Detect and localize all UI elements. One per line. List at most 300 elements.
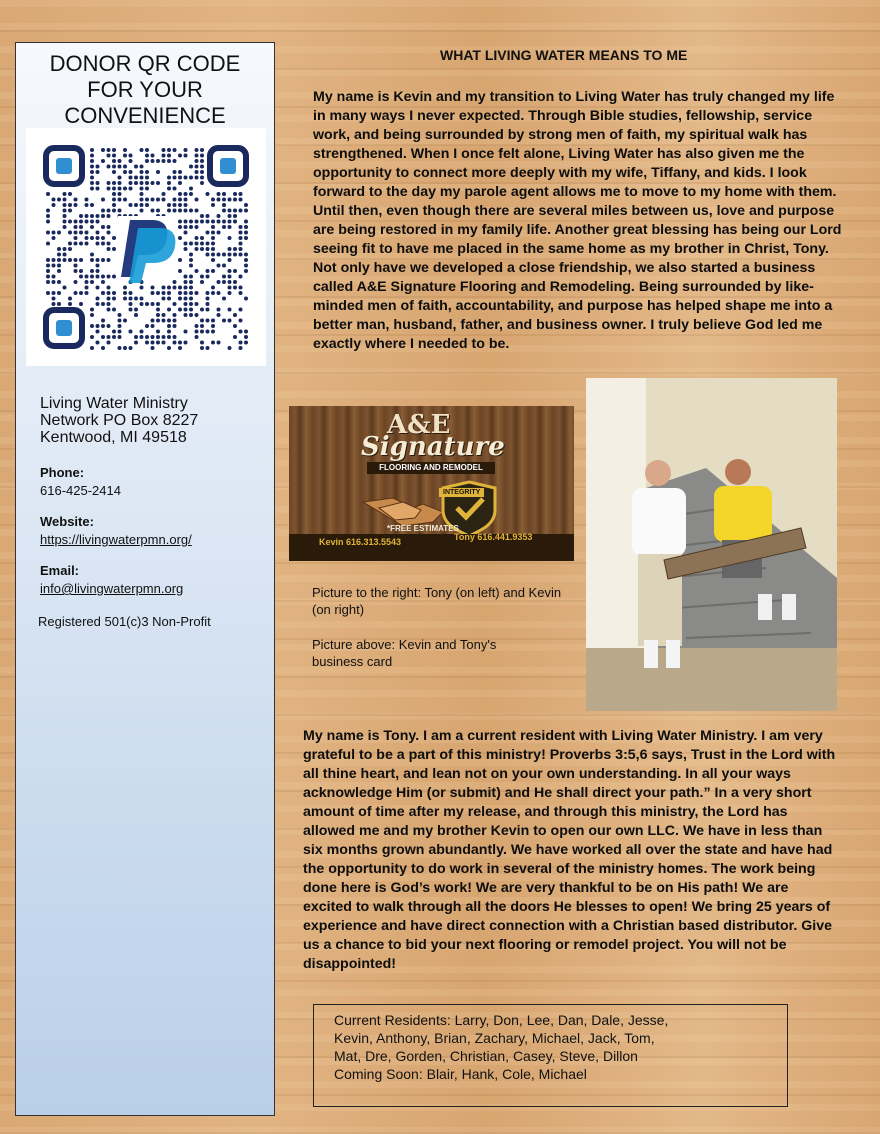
qr-module	[68, 209, 72, 213]
qr-module	[85, 214, 89, 218]
qr-code-image	[26, 128, 266, 366]
qr-module	[79, 291, 83, 295]
qr-module	[107, 181, 111, 185]
residents-line-4: Coming Soon: Blair, Hank, Cole, Michael	[334, 1066, 587, 1082]
qr-module	[129, 203, 133, 207]
qr-module	[134, 165, 138, 169]
qr-module	[184, 203, 188, 207]
qr-module	[211, 286, 215, 290]
qr-module	[156, 159, 160, 163]
qr-module	[96, 302, 100, 306]
qr-module	[211, 198, 215, 202]
qr-module	[195, 220, 199, 224]
qr-module	[217, 220, 221, 224]
qr-module	[112, 275, 116, 279]
qr-finder-top-right	[210, 148, 246, 184]
qr-module	[107, 242, 111, 246]
qr-module	[200, 181, 204, 185]
qr-module	[107, 308, 111, 312]
qr-module	[74, 280, 78, 284]
qr-module	[233, 335, 237, 339]
qr-module	[129, 154, 133, 158]
qr-module	[189, 187, 193, 191]
qr-module	[211, 236, 215, 240]
qr-module	[79, 214, 83, 218]
qr-module	[90, 275, 94, 279]
qr-module	[173, 159, 177, 163]
qr-module	[112, 308, 116, 312]
qr-module	[107, 247, 111, 251]
qr-module	[167, 297, 171, 301]
qr-module	[233, 253, 237, 257]
residents-line-2: Kevin, Anthony, Brian, Zachary, Michael, Jack, Tom,	[334, 1030, 655, 1046]
qr-module	[173, 302, 177, 306]
qr-module	[189, 291, 193, 295]
qr-module	[57, 258, 61, 262]
qr-module	[46, 269, 50, 273]
qr-module	[79, 242, 83, 246]
qr-module	[46, 264, 50, 268]
qr-module	[118, 176, 122, 180]
qr-module	[57, 269, 61, 273]
qr-module	[162, 335, 166, 339]
qr-module	[178, 203, 182, 207]
qr-module	[112, 154, 116, 158]
qr-module	[195, 291, 199, 295]
qr-module	[134, 181, 138, 185]
qr-module	[79, 269, 83, 273]
qr-module	[195, 269, 199, 273]
qr-module	[178, 198, 182, 202]
qr-module	[211, 330, 215, 334]
qr-module	[140, 203, 144, 207]
qr-module	[211, 319, 215, 323]
qr-module	[101, 242, 105, 246]
tony-kevin-photo	[586, 378, 837, 711]
qr-module	[156, 170, 160, 174]
qr-module	[211, 258, 215, 262]
caption-business-card: Picture above: Kevin and Tony's business card	[312, 637, 497, 669]
qr-module	[90, 313, 94, 317]
qr-module	[178, 258, 182, 262]
qr-module	[200, 242, 204, 246]
qr-module	[222, 225, 226, 229]
qr-module	[162, 198, 166, 202]
qr-module	[79, 275, 83, 279]
qr-module	[184, 313, 188, 317]
qr-module	[118, 335, 122, 339]
qr-module	[162, 148, 166, 152]
qr-module	[211, 203, 215, 207]
mailing-address	[40, 395, 198, 446]
qr-module	[217, 264, 221, 268]
qr-module	[90, 148, 94, 152]
qr-module	[145, 170, 149, 174]
qr-module	[233, 313, 237, 317]
qr-module	[112, 247, 116, 251]
qr-module	[129, 330, 133, 334]
qr-module	[217, 253, 221, 257]
qr-module	[228, 275, 232, 279]
qr-module	[217, 280, 221, 284]
qr-module	[184, 198, 188, 202]
qr-module	[134, 335, 138, 339]
qr-module	[184, 291, 188, 295]
qr-module	[222, 264, 226, 268]
qr-module	[112, 181, 116, 185]
qr-module	[112, 291, 116, 295]
qr-module	[151, 341, 155, 345]
qr-module	[101, 302, 105, 306]
qr-module	[145, 154, 149, 158]
qr-module	[189, 308, 193, 312]
qr-module	[46, 220, 50, 224]
qr-module	[140, 335, 144, 339]
qr-module	[206, 231, 210, 235]
qr-module	[52, 280, 56, 284]
qr-module	[244, 258, 248, 262]
qr-module	[239, 236, 243, 240]
qr-module	[129, 170, 133, 174]
qr-module	[112, 297, 116, 301]
qr-module	[101, 335, 105, 339]
qr-module	[79, 302, 83, 306]
residents-box	[313, 1004, 788, 1107]
qr-module	[96, 264, 100, 268]
qr-module	[123, 165, 127, 169]
qr-module	[156, 302, 160, 306]
qr-module	[112, 203, 116, 207]
qr-module	[123, 291, 127, 295]
qr-module	[244, 253, 248, 257]
qr-module	[217, 198, 221, 202]
qr-module	[217, 341, 221, 345]
donor-sidebar	[15, 42, 275, 1116]
qr-module	[112, 330, 116, 334]
qr-module	[96, 220, 100, 224]
qr-module	[79, 258, 83, 262]
qr-module	[184, 247, 188, 251]
qr-module	[68, 192, 72, 196]
qr-module	[184, 341, 188, 345]
phone-number: 616-425-2414	[40, 483, 121, 498]
qr-module	[184, 297, 188, 301]
address-line-2: Network PO Box 8227	[40, 412, 199, 429]
qr-module	[118, 324, 122, 328]
qr-module	[90, 324, 94, 328]
qr-module	[184, 225, 188, 229]
qr-module	[239, 291, 243, 295]
qr-module	[195, 236, 199, 240]
qr-module	[206, 247, 210, 251]
qr-module	[200, 308, 204, 312]
qr-title-line-3: CONVENIENCE	[64, 103, 226, 128]
qr-module	[96, 297, 100, 301]
qr-module	[239, 319, 243, 323]
qr-module	[239, 253, 243, 257]
website-link[interactable]: https://livingwaterpmn.org/	[40, 532, 192, 547]
qr-module	[228, 225, 232, 229]
qr-module	[140, 187, 144, 191]
qr-module	[195, 165, 199, 169]
qr-finder-bottom-left	[46, 310, 82, 346]
donor-qr-code[interactable]	[26, 128, 266, 366]
qr-module	[239, 341, 243, 345]
qr-module	[145, 159, 149, 163]
qr-module	[244, 209, 248, 213]
qr-module	[63, 253, 67, 257]
qr-module	[151, 198, 155, 202]
address-line-3: Kentwood, MI 49518	[40, 429, 187, 446]
qr-module	[195, 176, 199, 180]
qr-module	[112, 335, 116, 339]
qr-module	[228, 291, 232, 295]
qr-module	[206, 214, 210, 218]
qr-module	[134, 308, 138, 312]
qr-title-line-2: FOR YOUR	[87, 77, 203, 102]
qr-module	[211, 225, 215, 229]
qr-module	[195, 225, 199, 229]
qr-module	[46, 242, 50, 246]
qr-module	[52, 302, 56, 306]
qr-module	[101, 275, 105, 279]
qr-module	[101, 280, 105, 284]
qr-module	[200, 346, 204, 350]
qr-module	[206, 346, 210, 350]
qr-module	[156, 330, 160, 334]
qr-module	[162, 297, 166, 301]
qr-module	[228, 286, 232, 290]
qr-module	[107, 297, 111, 301]
qr-module	[178, 341, 182, 345]
qr-module	[52, 258, 56, 262]
qr-module	[206, 297, 210, 301]
email-link[interactable]: info@livingwaterpmn.org	[40, 581, 184, 596]
email-label: Email:	[40, 563, 80, 578]
qr-module	[90, 258, 94, 262]
qr-module	[200, 159, 204, 163]
qr-module	[211, 291, 215, 295]
qr-module	[173, 313, 177, 317]
qr-module	[46, 209, 50, 213]
qr-module	[173, 187, 177, 191]
qr-module	[200, 330, 204, 334]
qr-module	[145, 203, 149, 207]
card-tony-phone: Tony 616.441.9353	[454, 532, 533, 542]
qr-module	[85, 286, 89, 290]
qr-module	[112, 165, 116, 169]
qr-module	[195, 335, 199, 339]
qr-module	[74, 198, 78, 202]
qr-module	[173, 280, 177, 284]
qr-module	[52, 198, 56, 202]
qr-module	[200, 247, 204, 251]
qr-module	[184, 275, 188, 279]
qr-module	[239, 231, 243, 235]
qr-module	[178, 154, 182, 158]
qr-module	[173, 335, 177, 339]
qr-module	[189, 297, 193, 301]
qr-module	[96, 275, 100, 279]
qr-module	[217, 192, 221, 196]
qr-module	[107, 335, 111, 339]
qr-module	[200, 324, 204, 328]
qr-module	[90, 346, 94, 350]
qr-module	[118, 319, 122, 323]
qr-module	[107, 302, 111, 306]
qr-module	[189, 209, 193, 213]
qr-module	[129, 346, 133, 350]
qr-module	[173, 176, 177, 180]
qr-module	[85, 203, 89, 207]
qr-module	[140, 330, 144, 334]
qr-module	[123, 148, 127, 152]
qr-module	[200, 154, 204, 158]
qr-module	[156, 335, 160, 339]
qr-module	[101, 159, 105, 163]
qr-module	[184, 308, 188, 312]
qr-module	[101, 324, 105, 328]
qr-module	[63, 198, 67, 202]
qr-module	[162, 313, 166, 317]
qr-module	[206, 269, 210, 273]
qr-module	[206, 330, 210, 334]
qr-module	[206, 291, 210, 295]
qr-module	[68, 302, 72, 306]
qr-module	[244, 225, 248, 229]
qr-module	[239, 198, 243, 202]
qr-module	[244, 269, 248, 273]
page-title: WHAT LIVING WATER MEANS TO ME	[440, 47, 688, 63]
qr-module	[162, 286, 166, 290]
qr-module	[184, 192, 188, 196]
qr-module	[101, 319, 105, 323]
qr-module	[145, 198, 149, 202]
qr-module	[228, 308, 232, 312]
qr-module	[167, 176, 171, 180]
qr-module	[57, 264, 61, 268]
qr-module	[195, 170, 199, 174]
qr-module	[195, 313, 199, 317]
qr-module	[244, 220, 248, 224]
qr-module	[200, 275, 204, 279]
qr-module	[145, 341, 149, 345]
qr-module	[173, 341, 177, 345]
qr-module	[189, 253, 193, 257]
qr-module	[79, 225, 83, 229]
qr-module	[206, 192, 210, 196]
tony-story: My name is Tony. I am a current resident with Living Water Ministry. I am very grateful to be a part of this ministry! Proverbs 3:5,6 says, Trust in the Lord with all thine heart, and lean not on your own understanding. In all your ways acknowledge Him (or submit) and He shall direct your path.” In a very short amount of time after my release, and through this ministry, the Lord has allowed me and my brother Kevin to open our own LLC. We have in less than six months grown abundantly. We have worked all over the state and have had the opportunity to do work in several of the ministry homes. The work being done here is God’s work! We are very thankful to be on His path! We are excited to walk through all the doors He blesses to open! We bring 25 years of experience and have direct connection with a Christian based distributor. Give us a chance to bid your next flooring or remodel project. You will not be disappointed!	[303, 728, 836, 972]
qr-module	[85, 198, 89, 202]
nonprofit-status: Registered 501(c)3 Non-Profit	[38, 614, 211, 629]
qr-module	[162, 154, 166, 158]
qr-module	[189, 225, 193, 229]
qr-module	[211, 220, 215, 224]
qr-module	[63, 209, 67, 213]
qr-module	[90, 181, 94, 185]
qr-module	[178, 192, 182, 196]
qr-module	[90, 269, 94, 273]
qr-module	[200, 341, 204, 345]
qr-module	[134, 341, 138, 345]
qr-module	[90, 159, 94, 163]
qr-module	[228, 253, 232, 257]
qr-module	[167, 203, 171, 207]
qr-module	[107, 148, 111, 152]
qr-module	[184, 231, 188, 235]
qr-module	[90, 308, 94, 312]
qr-module	[189, 264, 193, 268]
qr-module	[244, 264, 248, 268]
card-brand-top: A&E	[387, 410, 451, 440]
qr-module	[195, 148, 199, 152]
qr-module	[112, 209, 116, 213]
qr-module	[57, 280, 61, 284]
qr-module	[217, 291, 221, 295]
qr-module	[96, 214, 100, 218]
qr-module	[123, 187, 127, 191]
qr-module	[228, 198, 232, 202]
qr-module	[101, 236, 105, 240]
qr-module	[123, 346, 127, 350]
qr-module	[63, 214, 67, 218]
qr-module	[178, 170, 182, 174]
qr-module	[211, 247, 215, 251]
qr-module	[140, 198, 144, 202]
qr-module	[57, 231, 61, 235]
qr-module	[90, 154, 94, 158]
qr-module	[134, 176, 138, 180]
qr-module	[101, 346, 105, 350]
qr-module	[184, 302, 188, 306]
qr-module	[46, 275, 50, 279]
qr-module	[129, 297, 133, 301]
qr-module	[195, 209, 199, 213]
qr-module	[63, 225, 67, 229]
qr-module	[162, 291, 166, 295]
qr-module	[189, 192, 193, 196]
qr-module	[151, 319, 155, 323]
qr-module	[52, 231, 56, 235]
qr-module	[211, 253, 215, 257]
qr-module	[123, 319, 127, 323]
qr-module	[222, 275, 226, 279]
qr-module	[112, 236, 116, 240]
qr-module	[239, 330, 243, 334]
qr-module	[140, 148, 144, 152]
qr-module	[85, 220, 89, 224]
qr-module	[206, 308, 210, 312]
qr-module	[228, 258, 232, 262]
qr-module	[173, 203, 177, 207]
qr-module	[101, 291, 105, 295]
qr-module	[140, 192, 144, 196]
qr-module	[123, 154, 127, 158]
qr-module	[85, 242, 89, 246]
qr-module	[167, 148, 171, 152]
qr-module	[156, 308, 160, 312]
qr-module	[239, 225, 243, 229]
qr-module	[184, 176, 188, 180]
qr-module	[74, 258, 78, 262]
qr-module	[112, 170, 116, 174]
qr-module	[57, 291, 61, 295]
qr-module	[189, 176, 193, 180]
qr-module	[167, 308, 171, 312]
qr-title-line-1: DONOR QR CODE	[49, 51, 241, 76]
website-label: Website:	[40, 514, 94, 529]
qr-module	[211, 324, 215, 328]
